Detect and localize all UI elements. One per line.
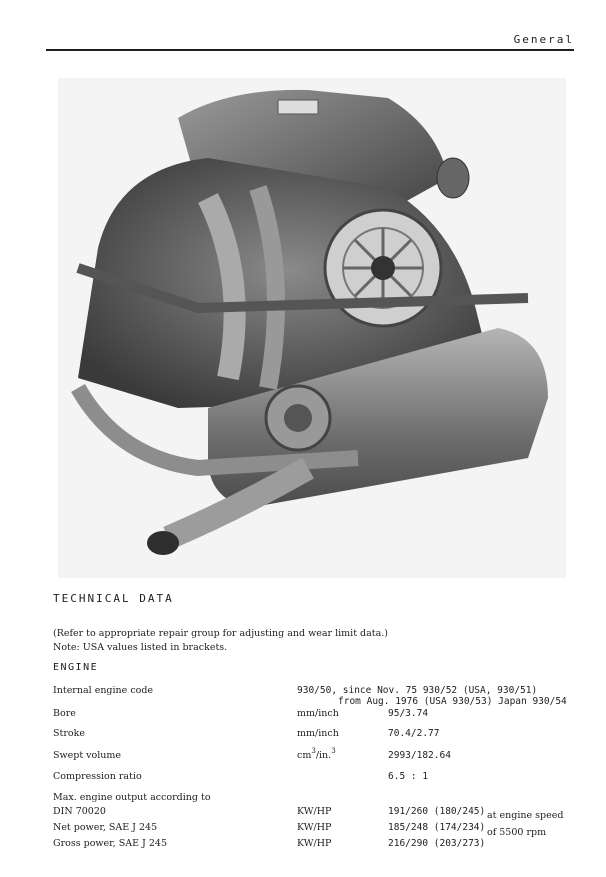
label-din: DIN 70020 xyxy=(53,806,106,817)
inlet-scoop xyxy=(437,158,469,198)
engine-photo xyxy=(58,78,566,578)
label-compression: Compression ratio xyxy=(53,771,142,782)
unit-cm: cm xyxy=(297,750,312,761)
label-net-power: Net power, SAE J 245 xyxy=(53,822,158,833)
shroud-emblem xyxy=(278,100,318,114)
engine-speed-line2: of 5500 rpm xyxy=(487,827,547,838)
value-swept-volume: 2993/182.64 xyxy=(388,750,451,761)
unit-stroke: mm/inch xyxy=(297,728,339,739)
unit-swept-volume xyxy=(297,747,336,761)
label-max-output: Max. engine output according to xyxy=(53,792,211,803)
note-refer: (Refer to appropriate repair group for adjusting and wear limit data.) xyxy=(53,628,389,639)
value-stroke: 70.4/2.77 xyxy=(388,728,440,739)
label-gross-power: Gross power, SAE J 245 xyxy=(53,838,167,849)
value-bore: 95/3.74 xyxy=(388,708,429,719)
note-usa: Note: USA values listed in brackets. xyxy=(53,642,228,653)
unit-in: /in. xyxy=(315,750,332,761)
label-bore: Bore xyxy=(53,708,76,719)
unit-exp-2: 3 xyxy=(331,747,336,755)
header-rule xyxy=(46,49,574,51)
value-net-power: 185/248 (174/234) xyxy=(388,822,486,833)
engine-speed-note xyxy=(487,807,563,841)
label-stroke: Stroke xyxy=(53,728,85,739)
section-title: TECHNICAL DATA xyxy=(53,592,174,605)
value-engine-code-line2: from Aug. 1976 (USA 930/53) Japan 930/54 xyxy=(338,696,567,707)
tail-pipe-opening xyxy=(147,531,179,555)
unit-exp-1: 3 xyxy=(311,747,316,755)
label-swept-volume: Swept volume xyxy=(53,750,122,761)
value-gross-power: 216/290 (203/273) xyxy=(388,838,486,849)
value-din: 191/260 (180/245) xyxy=(388,806,486,817)
unit-gross-power: KW/HP xyxy=(297,838,332,849)
label-engine-code: Internal engine code xyxy=(53,685,154,696)
value-compression: 6.5 : 1 xyxy=(388,771,429,782)
engine-heading: ENGINE xyxy=(53,662,99,673)
value-engine-code-line1: 930/50, since Nov. 75 930/52 (USA, 930/51) xyxy=(297,685,538,696)
engine-speed-line1: at engine speed xyxy=(487,810,564,821)
unit-bore: mm/inch xyxy=(297,708,339,719)
unit-net-power: KW/HP xyxy=(297,822,332,833)
unit-din: KW/HP xyxy=(297,806,332,817)
section-header: General xyxy=(513,33,574,46)
